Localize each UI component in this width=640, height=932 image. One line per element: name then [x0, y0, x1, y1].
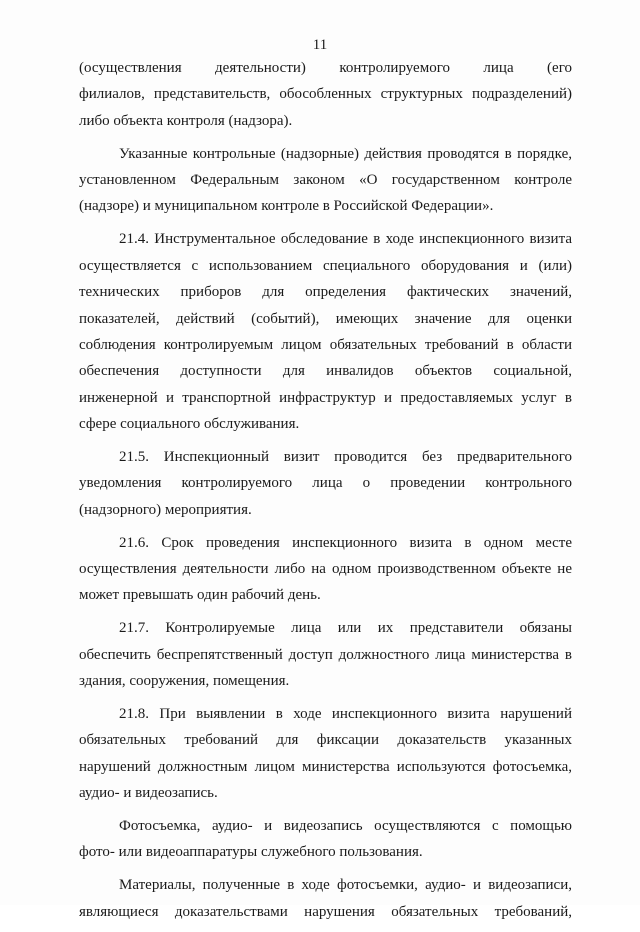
text-line: инженерной и транспортной инфраструктур и предоставляемых услуг в — [79, 389, 572, 406]
text-line: (надзоре) и муниципальном контроле в Российской Федерации». — [79, 198, 494, 215]
paragraph — [79, 141, 572, 220]
text-line: фото- или видеоаппаратуры служебного пользования. — [79, 844, 423, 861]
text-line: (надзорного) мероприятия. — [79, 501, 252, 518]
text-line: нарушений должностным лицом министерства используются фотосъемка, — [79, 758, 572, 775]
paragraph — [79, 701, 572, 807]
text-line: аудио- и видеозапись. — [79, 785, 218, 802]
text-line: показателей, действий (событий), имеющих значение для оценки — [79, 310, 572, 327]
text-line: филиалов, представительств, обособленных структурных подразделений) — [79, 86, 572, 103]
paragraph — [79, 444, 572, 523]
text-line: Материалы, полученные в ходе фотосъемки, аудио- и видеозаписи, — [119, 877, 572, 894]
text-line: соблюдения контролируемым лицом обязательных требований в области — [79, 336, 572, 353]
paragraph — [79, 615, 572, 694]
paragraph — [79, 813, 572, 866]
text-line: Указанные контрольные (надзорные) действия проводятся в порядке, — [119, 145, 572, 162]
text-line: являющиеся доказательствами нарушения обязательных требований, — [79, 903, 572, 920]
text-line: здания, сооружения, помещения. — [79, 673, 290, 690]
text-line: либо объекта контроля (надзора). — [79, 112, 293, 129]
text-line: 21.4. Инструментальное обследование в ходе инспекционного визита — [119, 231, 572, 248]
paragraph — [79, 55, 572, 134]
paragraph — [79, 226, 572, 437]
document-body — [79, 55, 572, 932]
text-line: обязательных требований для фиксации доказательств указанных — [79, 732, 572, 749]
text-line: Фотосъемка, аудио- и видеозапись осуществляются с помощью — [119, 818, 572, 835]
text-line: сфере социального обслуживания. — [79, 416, 300, 433]
text-line: установленном Федеральным законом «О государственном контроле — [79, 172, 572, 189]
text-line: 21.7. Контролируемые лица или их представители обязаны — [119, 620, 572, 637]
text-line: 21.5. Инспекционный визит проводится без предварительного — [119, 448, 572, 465]
text-line: осуществляется с использованием специального оборудования и (или) — [79, 257, 572, 274]
text-line: (осуществления деятельности) контролируемого лица (его — [79, 60, 572, 76]
text-line: осуществления деятельности либо на одном производственном объекте не — [79, 561, 572, 578]
text-line: уведомления контролируемого лица о проведении контрольного — [79, 475, 572, 492]
text-line: 21.8. При выявлении в ходе инспекционного визита нарушений — [119, 705, 572, 722]
text-line: технических приборов для определения фактических значений, — [79, 284, 572, 301]
text-line: обеспечить беспрепятственный доступ должностного лица министерства в — [79, 646, 572, 663]
paragraph — [79, 530, 572, 609]
text-line: может превышать один рабочий день. — [79, 587, 321, 604]
text-line: 21.6. Срок проведения инспекционного визита в одном месте — [119, 534, 572, 551]
paragraph — [79, 872, 572, 925]
text-line: обеспечения доступности для инвалидов объектов социальной, — [79, 363, 572, 380]
page-number: 11 — [312, 37, 328, 53]
